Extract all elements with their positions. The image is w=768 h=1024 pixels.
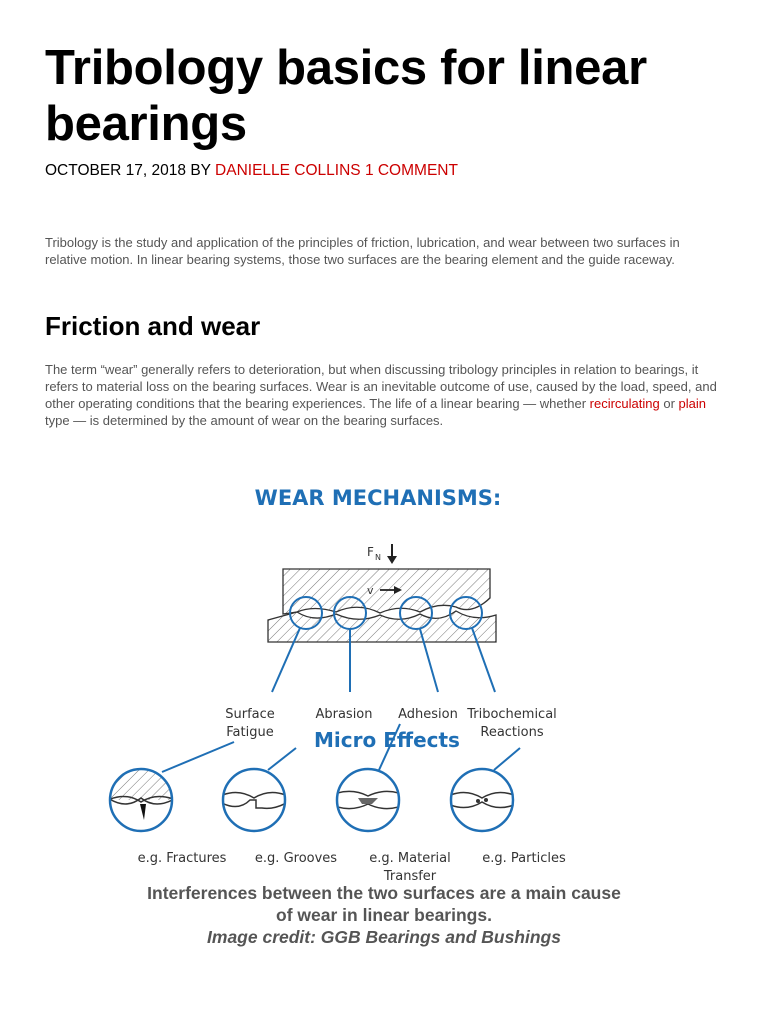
- lower-body: [268, 611, 496, 642]
- caption-line-2: of wear in linear bearings.: [276, 905, 492, 925]
- author-link[interactable]: DANIELLE COLLINS: [215, 162, 361, 179]
- example-label-2: e.g. Grooves: [254, 851, 338, 866]
- body-paragraph: [45, 361, 725, 429]
- transfer-detail: [334, 791, 402, 808]
- section-heading: Friction and wear: [45, 311, 261, 341]
- post-date: OCTOBER 17, 2018 BY: [45, 162, 211, 179]
- particles-detail: [448, 792, 516, 807]
- body-text-2: or: [659, 396, 679, 411]
- micro-line-1: [162, 742, 234, 772]
- wear-mechanisms-diagram: [100, 472, 660, 884]
- mechanism-label-1b: Fatigue: [226, 725, 274, 740]
- micro-circle-4: [451, 769, 513, 831]
- example-label-1: e.g. Fractures: [137, 851, 227, 866]
- plain-link[interactable]: plain: [678, 396, 707, 411]
- fracture-detail: [108, 768, 178, 820]
- mechanism-label-4b: Reactions: [480, 725, 544, 740]
- force-label: F: [367, 545, 374, 559]
- comments-link[interactable]: 1 COMMENT: [364, 162, 458, 179]
- wear-mechanisms-figure: [100, 472, 660, 884]
- image-credit: Image credit: GGB Bearings and Bushings: [207, 927, 561, 947]
- figure-heading: WEAR MECHANISMS:: [254, 486, 502, 510]
- micro-line-2: [268, 748, 296, 770]
- micro-line-4: [494, 748, 520, 770]
- body-text-3: type — is determined by the amount of wear on the bearing surfaces.: [45, 413, 444, 428]
- mechanism-label-4: Tribochemical: [467, 707, 557, 722]
- mechanism-label-2: Abrasion: [315, 707, 373, 722]
- micro-effects-label: Micro Effects: [314, 728, 460, 752]
- upper-body: [283, 569, 490, 614]
- mechanism-label-1: Surface: [225, 707, 275, 722]
- recirculating-link[interactable]: recirculating: [589, 396, 660, 411]
- article-title: Tribology basics for linear bearings: [45, 41, 647, 151]
- caption-line-1: Interferences between the two surfaces are a main cause: [147, 883, 621, 903]
- body-text-1: The term “wear” generally refers to deterioration, but when discussing tribology principles in relation to bearings, it refers to material loss on the bearing surfaces. Wear is an inevitable outcome of use, caused by the load, speed, and other operating conditions that the bearing experiences. The life of a linear bearing — whether: [45, 362, 717, 411]
- example-label-3b: Transfer: [383, 869, 437, 884]
- force-subscript: N: [375, 553, 381, 562]
- article-meta: [45, 162, 458, 180]
- velocity-label: v: [367, 584, 374, 597]
- intro-paragraph: Tribology is the study and application of the principles of friction, lubrication, and wear between two surfaces in relative motion. In linear bearing systems, those two surfaces are the bearing element and the guide raceway.: [45, 235, 680, 267]
- force-arrow-head: [387, 556, 397, 564]
- example-label-4: e.g. Particles: [482, 851, 566, 866]
- grooves-detail: [220, 792, 288, 808]
- mechanism-label-3: Adhesion: [398, 707, 458, 722]
- figure-caption: [50, 882, 718, 948]
- example-label-3: e.g. Material: [369, 851, 451, 866]
